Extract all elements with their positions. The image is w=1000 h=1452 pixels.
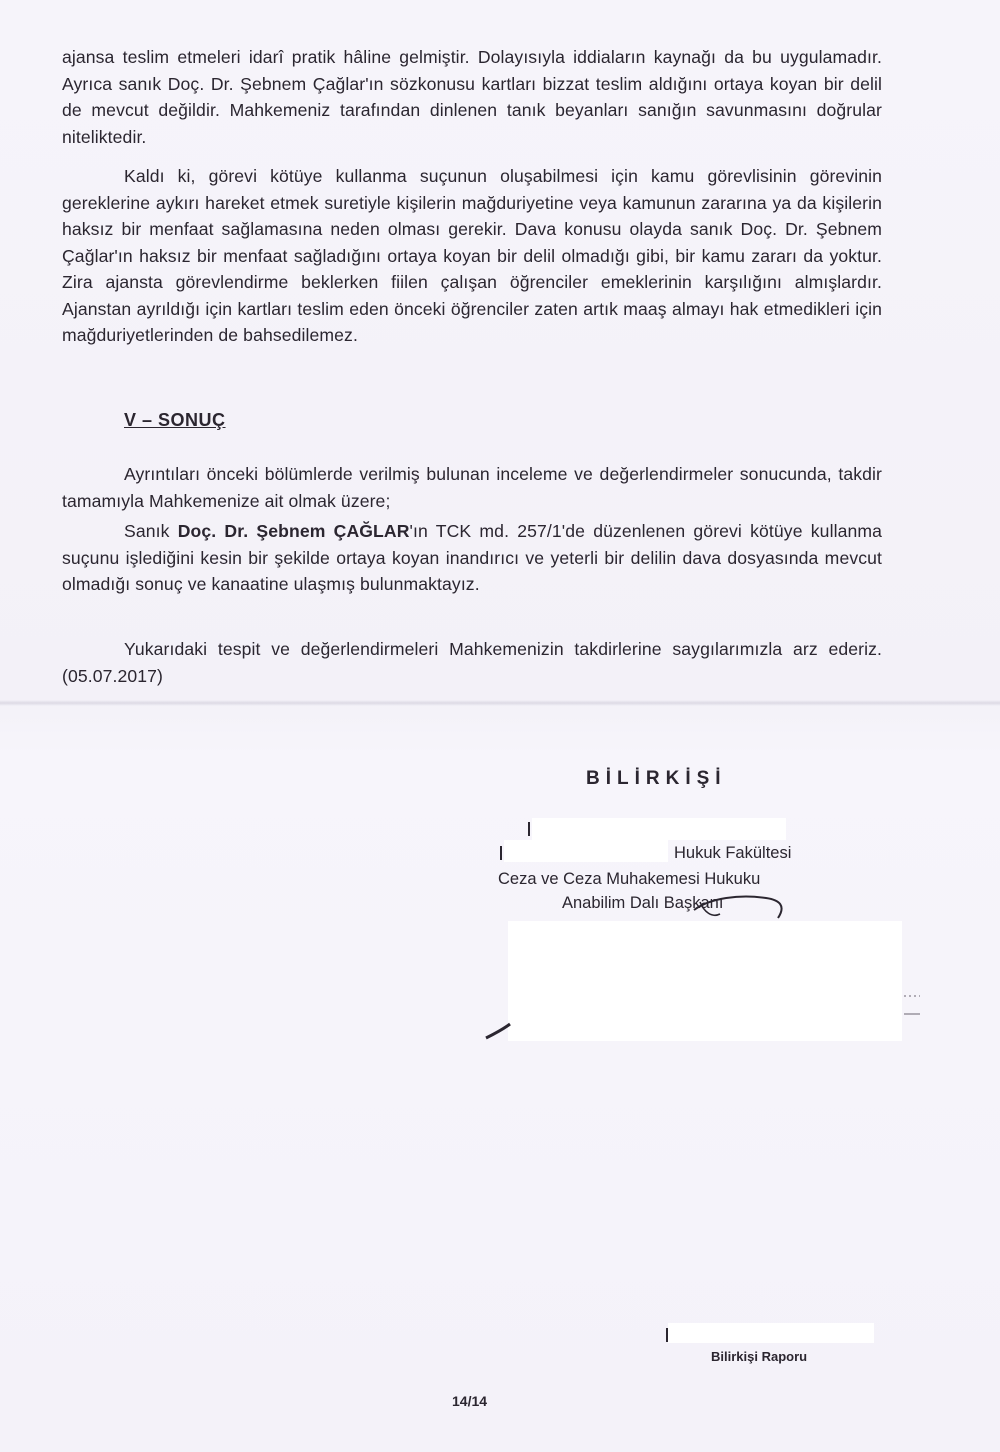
footer-label: Bilirkişi Raporu [711,1349,808,1364]
defendant-name: Doç. Dr. Şebnem ÇAĞLAR [177,521,410,541]
handwritten-mark [484,1020,514,1042]
signature-title: BİLİRKİŞİ [586,768,727,789]
paragraph-1 [62,44,882,150]
paragraph-3-text: Ayrıntıları önceki bölümlerde verilmiş bulunan inceleme ve değerlendirmeler sonucunda, takdir tamamıyla Mahkemenize ait olmak üzere; [62,464,882,511]
text-mark [500,846,502,860]
redaction-box [532,818,786,840]
signature-department: Ceza ve Ceza Muhakemesi Hukuku [498,870,761,888]
paragraph-4 [62,518,882,598]
signature-chair: Anabilim Dalı Başkanı [562,894,724,912]
margin-dashes [902,994,924,1018]
paragraph-5 [62,636,882,689]
section-heading: V – SONUÇ [124,410,226,430]
page-number: 14/14 [452,1393,488,1409]
redaction-box [508,921,902,1041]
paragraph-4-text [62,518,882,598]
signature-faculty: Hukuk Fakültesi [674,844,792,862]
paragraph-1-text: ajansa teslim etmeleri idarî pratik hâline gelmiştir. Dolayısıyla iddiaların kaynağı da bu uygulamadır. Ayrıca sanık Doç. Dr. Şebnem Çağlar'ın sözkonusu kartları bizzat teslim aldığını ortaya koyan bir delil de mevcut değildir. Mahkemeniz tarafından dinlenen tanık beyanları sanığın savunmasını doğrular niteliktedir. [62,47,882,147]
paragraph-5-text: Yukarıdaki tespit ve değerlendirmeleri Mahkemenizin takdirlerine saygılarımızla arz ederiz. (05.07.2017) [62,639,882,686]
paragraph-4-prefix: Sanık [124,521,178,541]
redaction-box [504,840,668,862]
text-mark [528,822,530,836]
paragraph-2-text: Kaldı ki, görevi kötüye kullanma suçunun oluşabilmesi için kamu görevlisinin görevinin gereklerine aykırı hareket etmek suretiyle kişilerin mağduriyetine veya kamunun zararına ya da kişilerin haksız bir menfaat sağlamasına neden olması gerekir. Dava konusu olayda sanık Doç. Dr. Şebnem Çağlar'ın haksız bir menfaat sağladığını ortaya koyan bir delil olmadığı gibi, bir kamu zararı da yoktur. Zira ajansta görevlendirme beklerken fiilen çalışan öğrenciler emeklerinin karşılığını almışlardır. Ajanstan ayrıldığı için kartları teslim eden önceki öğrenciler zaten artık maaş almayı hak etmedikleri için mağduriyetlerinden de bahsedilemez. [62,166,882,345]
paragraph-4-rest: 'ın TCK md. 257/1'de düzenlenen görevi kötüye kullanma suçunu işlediğini kesin bir şekilde ortaya koyan inandırıcı ve yeterli bir delilin dava dosyasında mevcut olmadığı sonuç ve kanaatine ulaşmış bulunmaktayız. [62,521,882,594]
paper-fold [0,700,1000,706]
redaction-box [668,1323,874,1343]
paragraph-3 [62,461,882,514]
paragraph-2 [62,163,882,349]
